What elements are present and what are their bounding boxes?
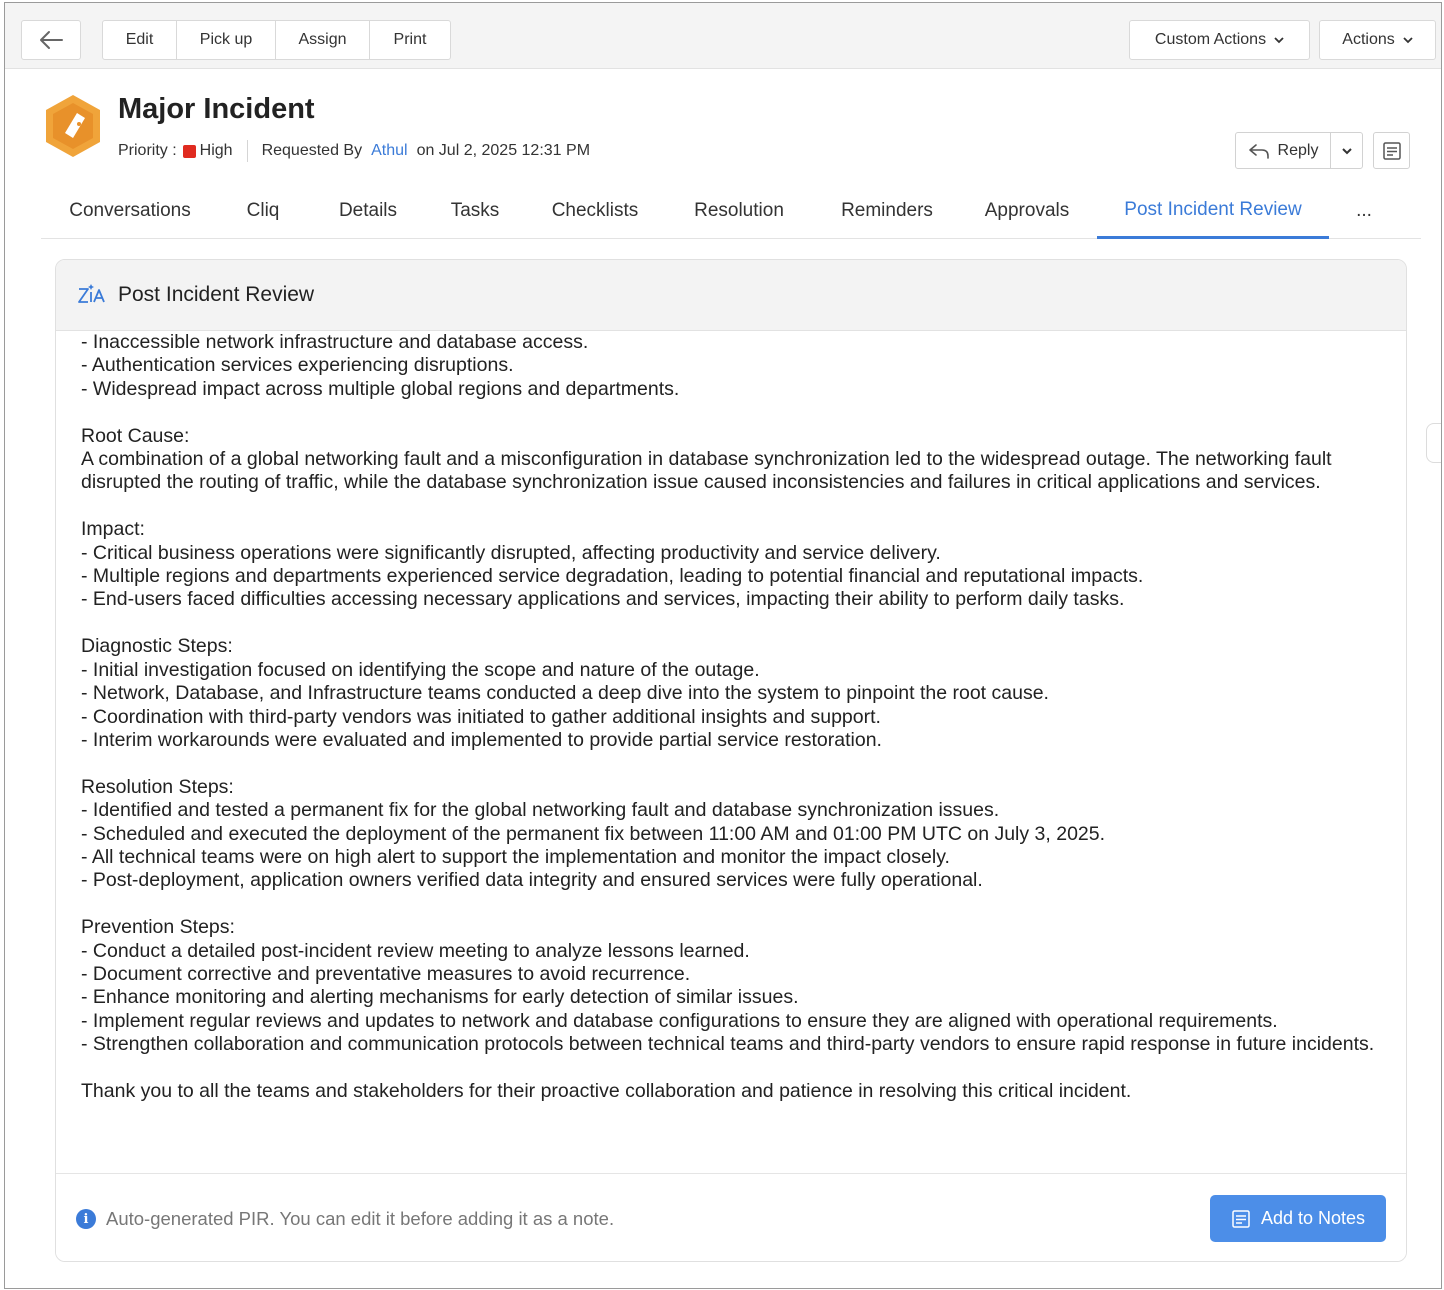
tab-reminders[interactable]: Reminders: [841, 200, 933, 221]
reply-dropdown-button[interactable]: [1331, 133, 1362, 168]
notes-panel-button[interactable]: [1373, 132, 1410, 169]
assign-button[interactable]: Assign: [276, 21, 370, 59]
tab-resolution[interactable]: Resolution: [694, 200, 784, 221]
chevron-down-icon: [1403, 35, 1413, 45]
pir-card-title: Post Incident Review: [118, 283, 315, 306]
toolbar: [5, 3, 1441, 69]
tab-details[interactable]: Details: [338, 200, 398, 221]
custom-actions-button[interactable]: [1129, 20, 1310, 60]
toolbar-button-group: [102, 20, 451, 60]
tab-post-incident-review[interactable]: Post Incident Review: [1097, 183, 1329, 239]
request-date: on Jul 2, 2025 12:31 PM: [416, 142, 591, 159]
priority-value[interactable]: High: [199, 142, 233, 159]
auto-generated-note: [76, 1208, 614, 1230]
print-button[interactable]: Print: [393, 31, 427, 48]
requester-link[interactable]: Athul: [371, 142, 408, 159]
pir-card-header: [56, 260, 1406, 331]
page-title: Major Incident: [118, 93, 315, 125]
priority-color-dot: [183, 145, 196, 158]
tab-cliq[interactable]: Cliq: [246, 200, 280, 221]
request-meta: [118, 140, 590, 162]
chevron-down-icon: [1274, 35, 1284, 45]
reply-button-group: [1235, 132, 1363, 169]
add-to-notes-label: Add to Notes: [1260, 1208, 1366, 1228]
notes-icon: [1231, 1209, 1251, 1229]
tab-bar: [41, 183, 1421, 239]
arrow-left-icon: [38, 30, 64, 50]
side-panel-toggle[interactable]: [1426, 423, 1442, 463]
document-icon: [1382, 141, 1402, 161]
actions-button[interactable]: [1319, 20, 1436, 60]
custom-actions-label: Custom Actions: [1154, 31, 1267, 48]
back-button[interactable]: [21, 20, 81, 60]
info-icon: i: [76, 1209, 96, 1229]
add-to-notes-button[interactable]: [1210, 1195, 1386, 1242]
incident-ticket-icon: [43, 93, 103, 159]
meta-divider: [247, 140, 248, 162]
tab-more[interactable]: ...: [1356, 200, 1372, 221]
ai-zia-icon: [76, 283, 106, 307]
pick-up-button[interactable]: Pick up: [177, 21, 276, 59]
pir-card-footer: [56, 1173, 1406, 1262]
app-window: [4, 2, 1442, 1289]
actions-label: Actions: [1342, 31, 1395, 48]
pir-card: [55, 259, 1407, 1262]
tab-checklists[interactable]: Checklists: [551, 200, 639, 221]
edit-button[interactable]: Edit: [103, 21, 177, 59]
chevron-down-icon: [1341, 146, 1353, 156]
priority-label: Priority :: [118, 142, 177, 159]
pir-content[interactable]: - Inaccessible network infrastructure and database access. - Authentication services experiencing disruptions. - Widespread impact across multiple global regions and departments. Root Cause: A combination of a global networking fault and a misconfiguration in database synchronization led to the widespread outage. The networking fault disrupted the routing of traffic, while the database synchronization issue caused inconsistencies and failures in critical applications and services. Impact: - Critical business operations were significantly disrupted, affecting productivity and service delivery. - Multiple regions and departments experienced service degradation, leading to potential financial and reputational impacts. - End-users faced difficulties accessing necessary applications and services, impacting their ability to perform daily tasks. Diagnostic Steps: - Initial investigation focused on identifying the scope and nature of the outage. - Network, Database, and Infrastructure teams conducted a deep dive into the system to pinpoint the root cause. - Coordination with third-party vendors was initiated to gather additional insights and support. - Interim workarounds were evaluated and implemented to provide partial service restoration. Resolution Steps: - Identified and tested a permanent fix for the global networking fault and database synchronization issues. - Scheduled and executed the deployment of the permanent fix between 11:00 AM and 01:00 PM UTC on July 3, 2025. - All technical teams were on high alert to support the implementation and monitor the impact closely. - Post-deployment, application owners verified data integrity and ensured services were fully operational. Prevention Steps: - Conduct a detailed post-incident review meeting to analyze lessons learned. - Document corrective and preventative measures to avoid recurrence. - Enhance monitoring and alerting mechanisms for early detection of similar issues. - Implement regular reviews and updates to network and database configurations to ensure they are aligned with operational requirements. - Strengthen collaboration and communication protocols between technical teams and third-party vendors to ensure rapid response in future incidents. Thank you to all the teams and stakeholders for their proactive collaboration and patience in resolving this critical incident.: [81, 331, 1375, 1102]
requested-by-label: Requested By: [261, 142, 363, 159]
tab-tasks[interactable]: Tasks: [450, 200, 500, 221]
tab-conversations[interactable]: Conversations: [69, 200, 191, 221]
auto-generated-note-text: Auto-generated PIR. You can edit it before adding it as a note.: [106, 1208, 615, 1229]
tab-approvals[interactable]: Approvals: [984, 200, 1070, 221]
reply-label: Reply: [1277, 141, 1319, 159]
reply-button[interactable]: [1236, 133, 1331, 168]
reply-icon: [1248, 142, 1270, 160]
